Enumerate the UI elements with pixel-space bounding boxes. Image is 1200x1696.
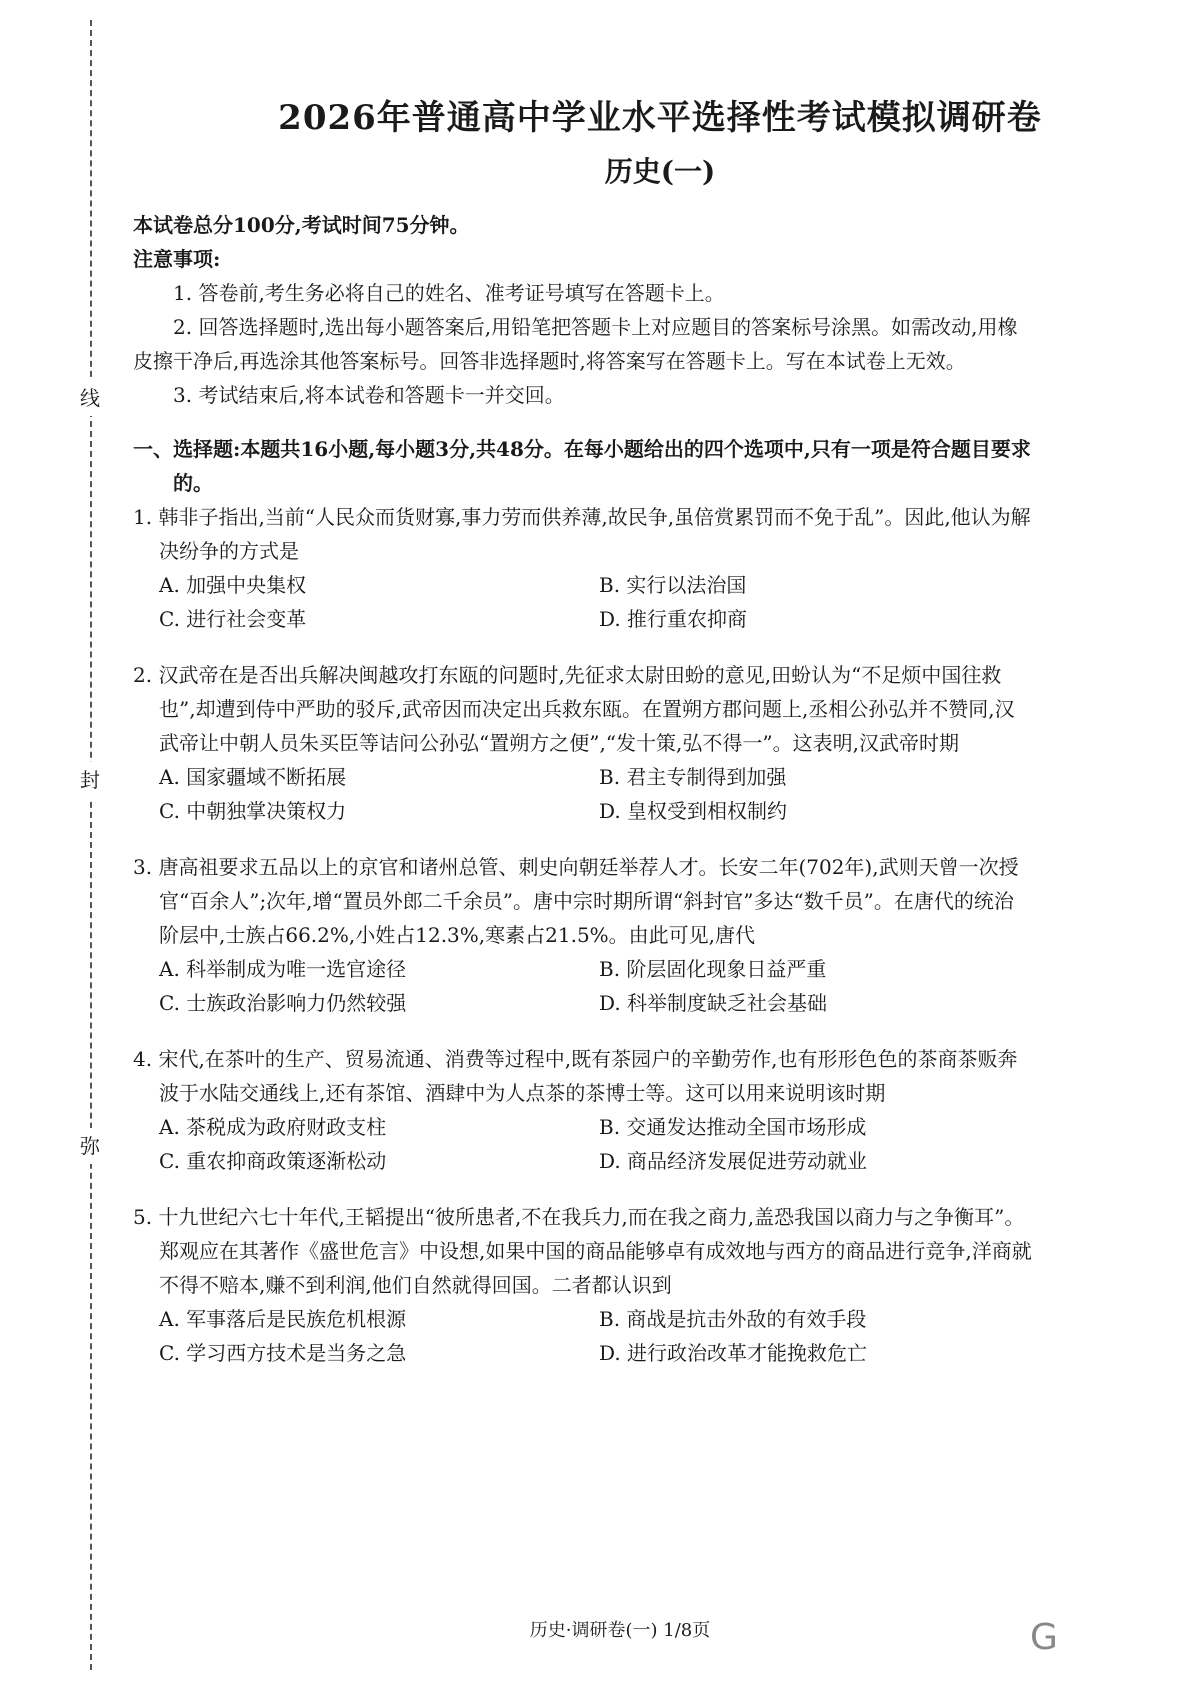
section-heading: 一、选择题:本题共16小题,每小题3分,共48分。在每小题给出的四个选项中,只有一项是符合题目要求的。	[133, 437, 1031, 495]
question-options	[133, 1302, 1033, 1370]
exam-content	[133, 208, 1033, 1370]
question-options	[133, 1110, 1033, 1178]
option-c: C. 进行社会变革	[159, 607, 307, 631]
question-5	[133, 1200, 1033, 1370]
question-1	[133, 500, 1033, 636]
question-stem: 1. 韩非子指出,当前“人民众而货财寡,事力劳而供养薄,故民争,虽倍赏累罚而不免于乱”。因此,他认为解决纷争的方式是	[133, 505, 1031, 563]
option-d: D. 科举制度缺乏社会基础	[599, 991, 828, 1015]
option-d: D. 皇权受到相权制约	[599, 799, 788, 823]
question-2	[133, 658, 1033, 828]
option-b: B. 商战是抗击外敌的有效手段	[599, 1307, 867, 1331]
binding-dashed-line	[90, 20, 92, 1670]
question-3	[133, 850, 1033, 1020]
option-b: B. 阶层固化现象日益严重	[599, 957, 827, 981]
notice-item: 3. 考试结束后,将本试卷和答题卡一并交回。	[173, 383, 565, 407]
binding-mark-feng: 封	[78, 762, 102, 798]
option-b: B. 交通发达推动全国市场形成	[599, 1115, 867, 1139]
option-c: C. 中朝独掌决策权力	[159, 799, 347, 823]
exam-title: 2026年普通高中学业水平选择性考试模拟调研卷	[278, 98, 1042, 138]
option-d: D. 推行重农抑商	[599, 607, 748, 631]
question-4	[133, 1042, 1033, 1178]
option-a: A. 军事落后是民族危机根源	[159, 1307, 407, 1331]
option-b: B. 实行以法治国	[599, 573, 747, 597]
corner-logo-mark: G	[1030, 1617, 1058, 1658]
binding-mark-mi: 弥	[78, 1128, 102, 1164]
question-options	[133, 760, 1033, 828]
notice-heading: 注意事项:	[133, 247, 221, 271]
binding-mark-xian: 线	[78, 380, 102, 416]
page-footer: 历史·调研卷(一) 1/8页	[529, 1620, 711, 1641]
notice-item: 2. 回答选择题时,选出每小题答案后,用铅笔把答题卡上对应题目的答案标号涂黑。如需改动,用橡皮擦干净后,再选涂其他答案标号。回答非选择题时,将答案写在答题卡上。写在本试卷上无效。	[133, 315, 1018, 373]
question-stem: 3. 唐高祖要求五品以上的京官和诸州总管、刺史向朝廷举荐人才。长安二年(702年),武则天曾一次授官“百余人”;次年,增“置员外郎二千余员”。唐中宗时期所谓“斜封官”多达“数千员”。在唐代的统治阶层中,士族占66.2%,小姓占12.3%,寒素占21.5%。由此可见,唐代	[133, 855, 1019, 947]
option-a: A. 科举制成为唯一选官途径	[159, 957, 407, 981]
exam-subtitle: 历史(一)	[604, 155, 716, 188]
option-a: A. 茶税成为政府财政支柱	[159, 1115, 387, 1139]
question-options	[133, 952, 1033, 1020]
option-d: D. 商品经济发展促进劳动就业	[599, 1149, 868, 1173]
question-options	[133, 568, 1033, 636]
score-time-line: 本试卷总分100分,考试时间75分钟。	[133, 213, 470, 237]
question-stem: 2. 汉武帝在是否出兵解决闽越攻打东瓯的问题时,先征求太尉田蚡的意见,田蚡认为“不足烦中国往救也”,却遭到侍中严助的驳斥,武帝因而决定出兵救东瓯。在置朔方郡问题上,丞相公孙弘并不赞同,汉武帝让中朝人员朱买臣等诘问公孙弘“置朔方之便”,“发十策,弘不得一”。这表明,汉武帝时期	[133, 663, 1015, 755]
option-d: D. 进行政治改革才能挽救危亡	[599, 1341, 868, 1365]
question-stem: 5. 十九世纪六七十年代,王韬提出“彼所患者,不在我兵力,而在我之商力,盖恐我国以商力与之争衡耳”。郑观应在其著作《盛世危言》中设想,如果中国的商品能够卓有成效地与西方的商品进行竞争,洋商就不得不赔本,赚不到利润,他们自然就得回国。二者都认识到	[133, 1205, 1032, 1297]
option-c: C. 学习西方技术是当务之急	[159, 1341, 407, 1365]
option-a: A. 加强中央集权	[159, 573, 307, 597]
notice-item: 1. 答卷前,考生务必将自己的姓名、准考证号填写在答题卡上。	[173, 281, 725, 305]
option-a: A. 国家疆域不断拓展	[159, 765, 347, 789]
option-b: B. 君主专制得到加强	[599, 765, 787, 789]
option-c: C. 重农抑商政策逐渐松动	[159, 1149, 387, 1173]
option-c: C. 士族政治影响力仍然较强	[159, 991, 407, 1015]
question-stem: 4. 宋代,在茶叶的生产、贸易流通、消费等过程中,既有茶园户的辛勤劳作,也有形形色色的茶商茶贩奔波于水陆交通线上,还有茶馆、酒肆中为人点茶的茶博士等。这可以用来说明该时期	[133, 1047, 1018, 1105]
